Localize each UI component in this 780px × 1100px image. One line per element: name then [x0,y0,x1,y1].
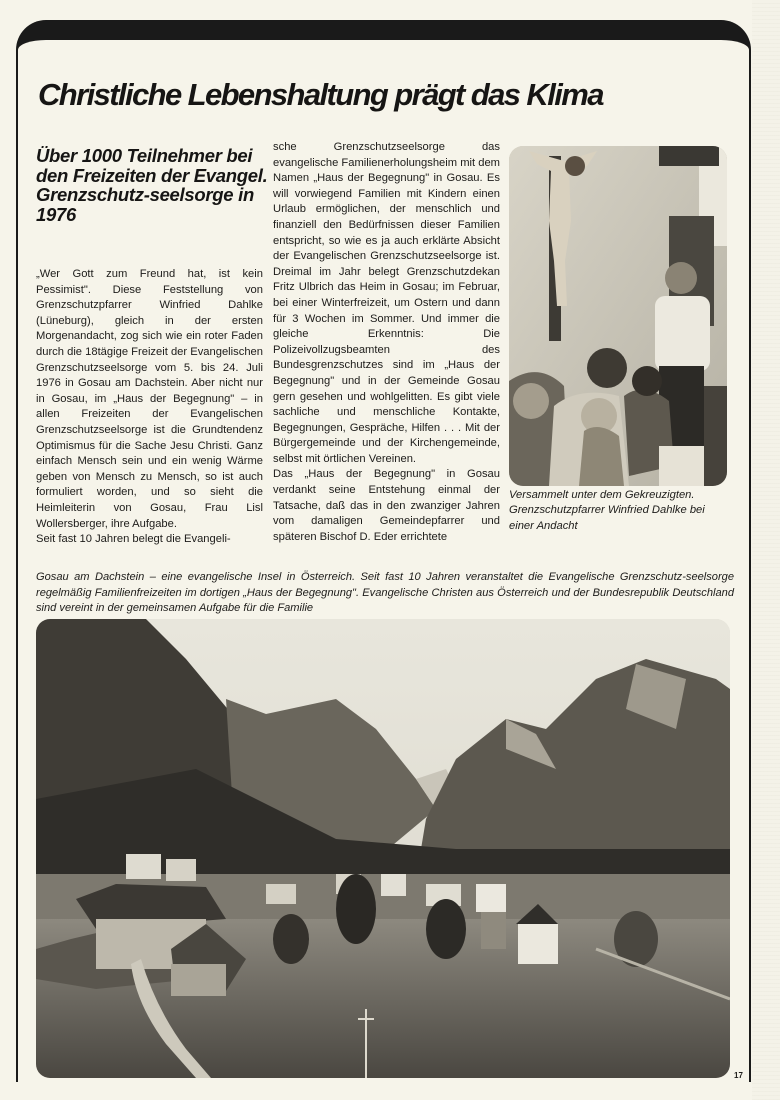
page-title: Christliche Lebenshaltung prägt das Klima [38,77,603,112]
chapel-photo-caption: Versammelt unter dem Gekreuzigten. Grenzschutzpfarrer Winfried Dahlke bei einer Andacht [509,489,705,532]
chapel-photo [509,146,727,486]
article-column-2 [273,140,500,545]
gosau-valley-photo [36,619,730,1078]
page-edge-texture [752,0,780,1100]
page-number: 17 [734,1071,743,1080]
valley-photo-caption: Gosau am Dachstein – eine evangelische Insel in Österreich. Seit fast 10 Jahren veranstaltet die Evangelische Grenzschutz-seelsorge regelmäßig Familienfreizeiten im dortigen „Haus der Begegnung". Evangelische Christen aus Österreich und der Bundesrepublik Deutschland sind vereint in der gemeinsamen Aufgabe für die Familie [36,571,734,615]
article-column-1 [36,267,263,548]
paragraph: Das „Haus der Begegnung" in Gosau verdankt seine Entstehung einmal der Tatsache, daß das in den zwanziger Jahren vom damaligen Gemeindepfarrer und späteren Bischof D. Eder errichtete [273,468,500,543]
paragraph: Seit fast 10 Jahren belegt die Evangeli- [36,533,231,546]
paragraph: sche Grenzschutzseelsorge das evangelische Familienerholungsheim mit dem Namen „Haus der Begegnung" in Gosau. Es will vorwiegend Familien mit Kindern einen Urlaub ermöglichen, der menschlich und finanziell den Bedürfnissen dieser Familien entspricht, so wie es ja auch erklärte Absicht der Evangelischen Grenzschutzseelsorge ist. Dreimal im Jahr belegt Grenzschutzdekan Fritz Ulbrich das Heim in Gosau; im Februar, bei einer Winterfreizeit, um Ostern und dann für 3 Wochen im Sommer. Und immer die gleiche Erkenntnis: Die Polizeivollzugsbeamten des Bundesgrenzschutzes sind im „Haus der Begegnung" und in der Gemeinde Gosau gern gesehen und wohlgelitten. Es gibt viele sachliche und menschliche Kontakte, Begegnungen, Gespräche, Hilfen . . . Mit der Bürgergemeinde und der Kirchengemeinde, selbst mit örtlichen Vereinen. [273,141,500,465]
paragraph: „Wer Gott zum Freund hat, ist kein Pessimist". Diese Feststellung von Grenzschutzpfarrer Winfried Dahlke (Lüneburg), gleich in der ersten Morgenandacht, zog sich wie ein roter Faden durch die 18tägige Freizeit der Evangelischen Grenzschutzseelsorge vom 5. bis 24. Juli 1976 in Gosau am Dachstein. Aber nicht nur in Gosau, im „Haus der Begegnung" – in allen Freizeiten der Evangelischen Grenzschutzseelsorge ist die Grundtendenz Optimismus für die Sache Jesu Christi. Ganz einfach Mensch sein und ein wenig Wärme geben von Mensch zu Mensch, so ist auch formuliert worden, und so sieht die Heimleiterin von Gosau, Frau Lisl Wollersberger, ihre Aufgabe. [36,268,263,530]
subheadline: Über 1000 Teilnehmer bei den Freizeiten der Evangel. Grenzschutz-seelsorge in 1976 [36,145,268,225]
